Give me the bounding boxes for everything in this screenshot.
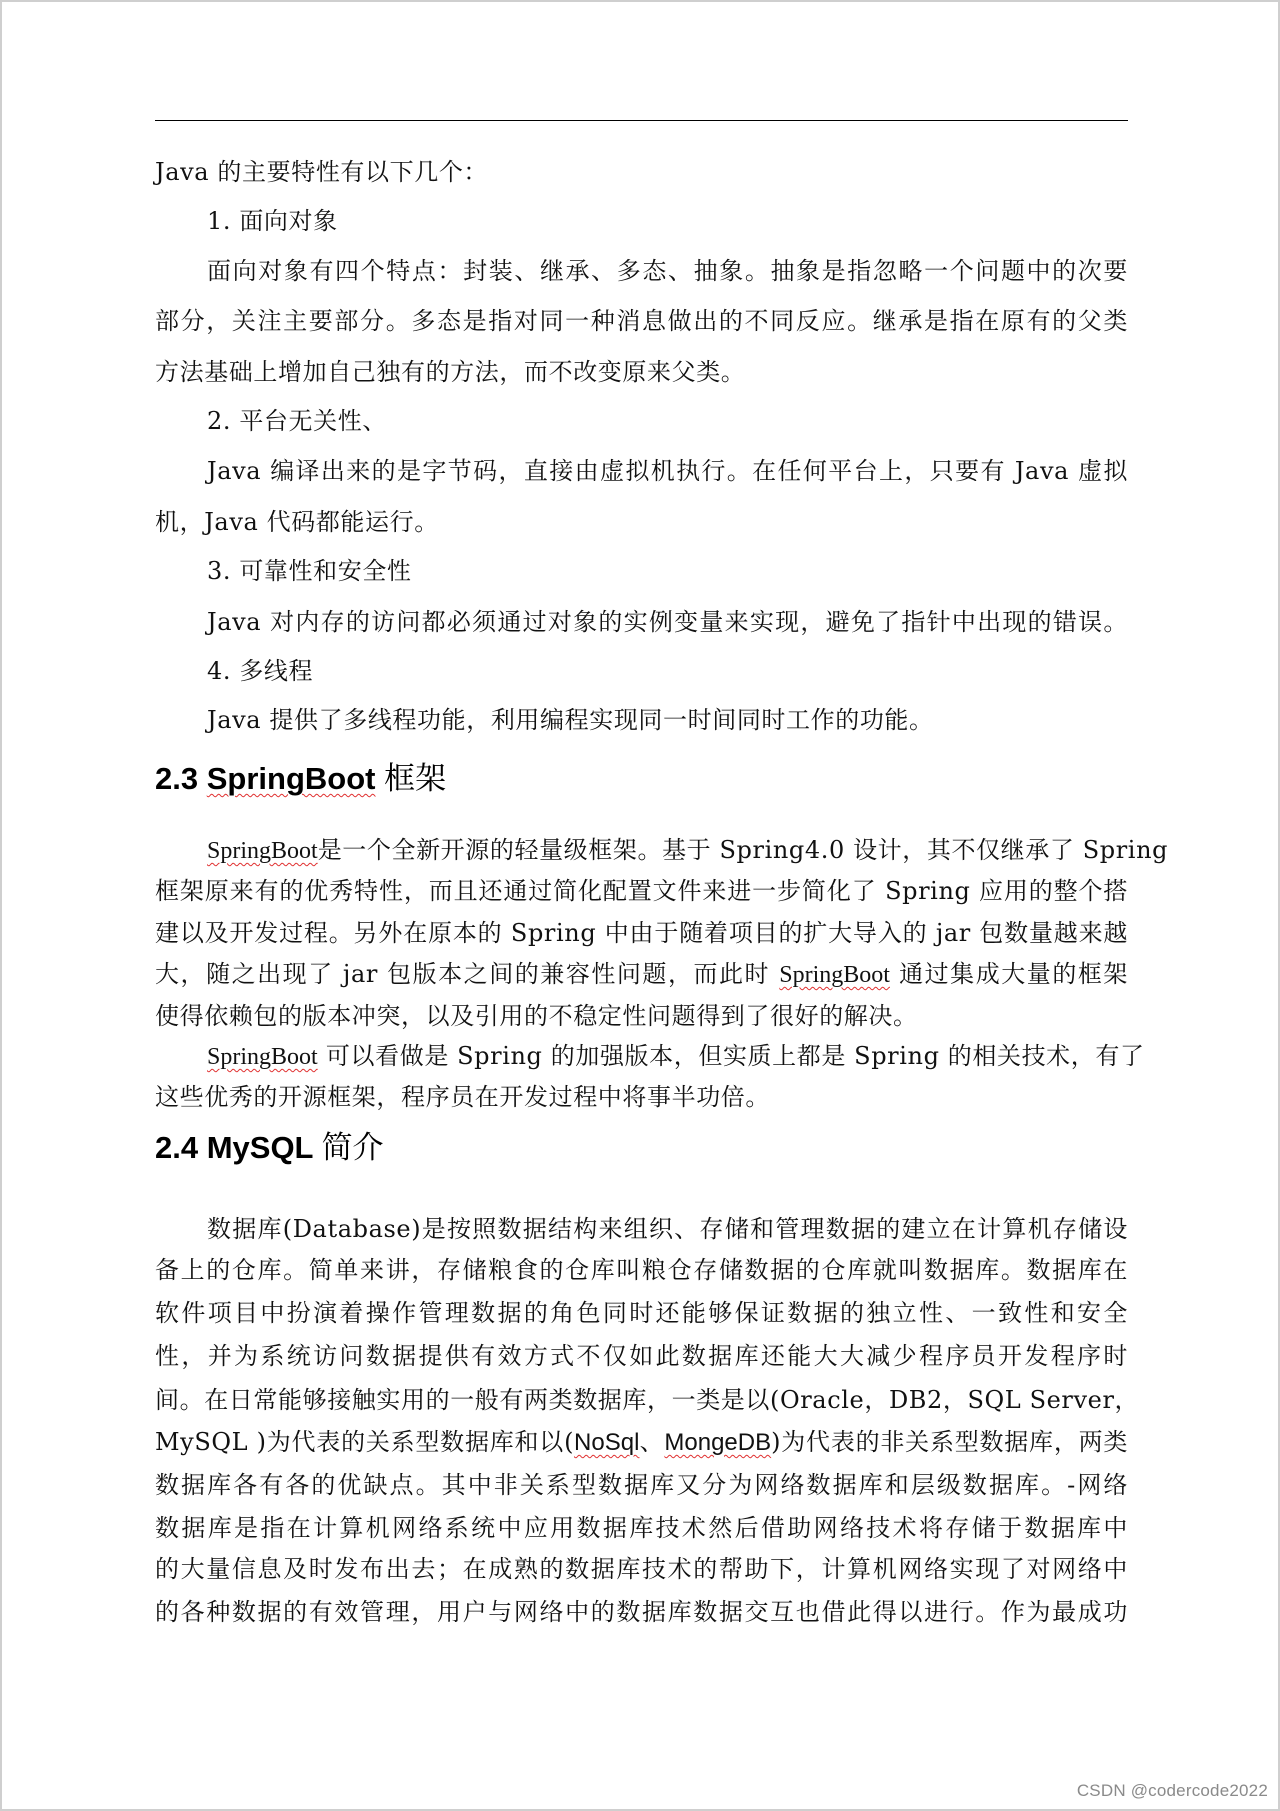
section-2-3-heading	[155, 757, 446, 801]
mysql-line-5: 间。在日常能够接触实用的一般有两类数据库，一类是以(Oracle，DB2，SQL Server，	[155, 1386, 1140, 1414]
springboot-para2-line-2: 这些优秀的开源框架，程序员在开发过程中将事半功倍。	[155, 1083, 770, 1111]
feature-3-title: 3. 可靠性和安全性	[207, 557, 412, 585]
section-2-3-title-cjk: 框架	[384, 761, 447, 797]
springboot-para1-line-4	[155, 956, 1128, 992]
header-rule	[155, 120, 1128, 121]
feature-3-line-1: Java 对内存的访问都必须通过对象的实例变量来实现，避免了指针中出现的错误。	[207, 608, 1128, 636]
section-2-4-title: 2.4 MySQL	[155, 1130, 313, 1165]
mongedb-term: MongeDB	[664, 1429, 772, 1456]
springboot-term: SpringBoot	[779, 962, 890, 988]
springboot-para1-line-5: 使得依赖包的版本冲突，以及引用的不稳定性问题得到了很好的解决。	[155, 1002, 918, 1030]
section-2-3-title-latin: SpringBoot	[206, 761, 376, 796]
feature-4-title: 4. 多线程	[207, 657, 314, 685]
feature-1-title: 1. 面向对象	[207, 207, 338, 235]
springboot-para1-line-1	[207, 832, 1169, 868]
mysql-line-1: 数据库(Database)是按照数据结构来组织、存储和管理数据的建立在计算机存储设	[207, 1215, 1128, 1243]
springboot-para2-line-1	[207, 1038, 1145, 1074]
feature-1-line-2: 部分，关注主要部分。多态是指对同一种消息做出的不同反应。继承是指在原有的父类	[155, 307, 1128, 335]
springboot-term: SpringBoot	[207, 1044, 318, 1070]
feature-2-line-1: Java 编译出来的是字节码，直接由虚拟机执行。在任何平台上，只要有 Java 虚拟	[207, 457, 1128, 485]
mysql-line-8: 数据库是指在计算机网络系统中应用数据库技术然后借助网络技术将存储于数据库中	[155, 1514, 1128, 1542]
mysql-line-6-a: MySQL )为代表的关系型数据库和以(	[155, 1428, 575, 1456]
springboot-term: SpringBoot	[207, 838, 318, 864]
csdn-watermark: CSDN @codercode2022	[1076, 1781, 1268, 1800]
springboot-para1-line-1-text: 是一个全新开源的轻量级框架。基于 Spring4.0 设计，其不仅继承了 Spring	[317, 836, 1169, 864]
mysql-line-6	[155, 1424, 1128, 1460]
springboot-para2-line-1-text: 可以看做是 Spring 的加强版本，但实质上都是 Spring 的相关技术，有了	[317, 1042, 1145, 1070]
mysql-line-4: 性，并为系统访问数据提供有效方式不仅如此数据库还能大大减少程序员开发程序时	[155, 1342, 1128, 1370]
section-2-4-title-cjk: 简介	[321, 1130, 384, 1166]
springboot-para1-line-4-c: 通过集成大量的框架	[889, 960, 1128, 988]
mysql-line-6-c: 、	[639, 1428, 665, 1456]
section-2-4-heading	[155, 1126, 384, 1170]
nosql-term: NoSql	[574, 1429, 640, 1456]
intro-line: Java 的主要特性有以下几个：	[155, 158, 489, 186]
feature-2-line-2: 机，Java 代码都能运行。	[155, 508, 439, 536]
springboot-para1-line-4-a: 大，随之出现了 jar 包版本之间的兼容性问题，而此时	[155, 960, 780, 988]
mysql-line-6-e: )为代表的非关系型数据库，两类	[771, 1428, 1128, 1456]
feature-1-line-3: 方法基础上增加自己独有的方法，而不改变原来父类。	[155, 358, 746, 386]
feature-1-line-1: 面向对象有四个特点：封装、继承、多态、抽象。抽象是指忽略一个问题中的次要	[207, 257, 1128, 285]
springboot-para1-line-3: 建以及开发过程。另外在原本的 Spring 中由于随着项目的扩大导入的 jar 包数量越来越	[155, 919, 1128, 947]
feature-4-line-1: Java 提供了多线程功能，利用编程实现同一时间同时工作的功能。	[207, 706, 934, 734]
mysql-line-7: 数据库各有各的优缺点。其中非关系型数据库又分为网络数据库和层级数据库。-网络	[155, 1471, 1128, 1499]
springboot-para1-line-2: 框架原来有的优秀特性，而且还通过简化配置文件来进一步简化了 Spring 应用的整个搭	[155, 877, 1128, 905]
feature-2-title: 2. 平台无关性、	[207, 407, 387, 435]
mysql-line-10: 的各种数据的有效管理，用户与网络中的数据库数据交互也借此得以进行。作为最成功	[155, 1598, 1128, 1626]
section-2-3-number: 2.3	[155, 761, 199, 796]
mysql-line-2: 备上的仓库。简单来讲，存储粮食的仓库叫粮仓存储数据的仓库就叫数据库。数据库在	[155, 1256, 1128, 1284]
mysql-line-3: 软件项目中扮演着操作管理数据的角色同时还能够保证数据的独立性、一致性和安全	[155, 1299, 1128, 1327]
mysql-line-9: 的大量信息及时发布出去；在成熟的数据库技术的帮助下，计算机网络实现了对网络中	[155, 1555, 1128, 1583]
